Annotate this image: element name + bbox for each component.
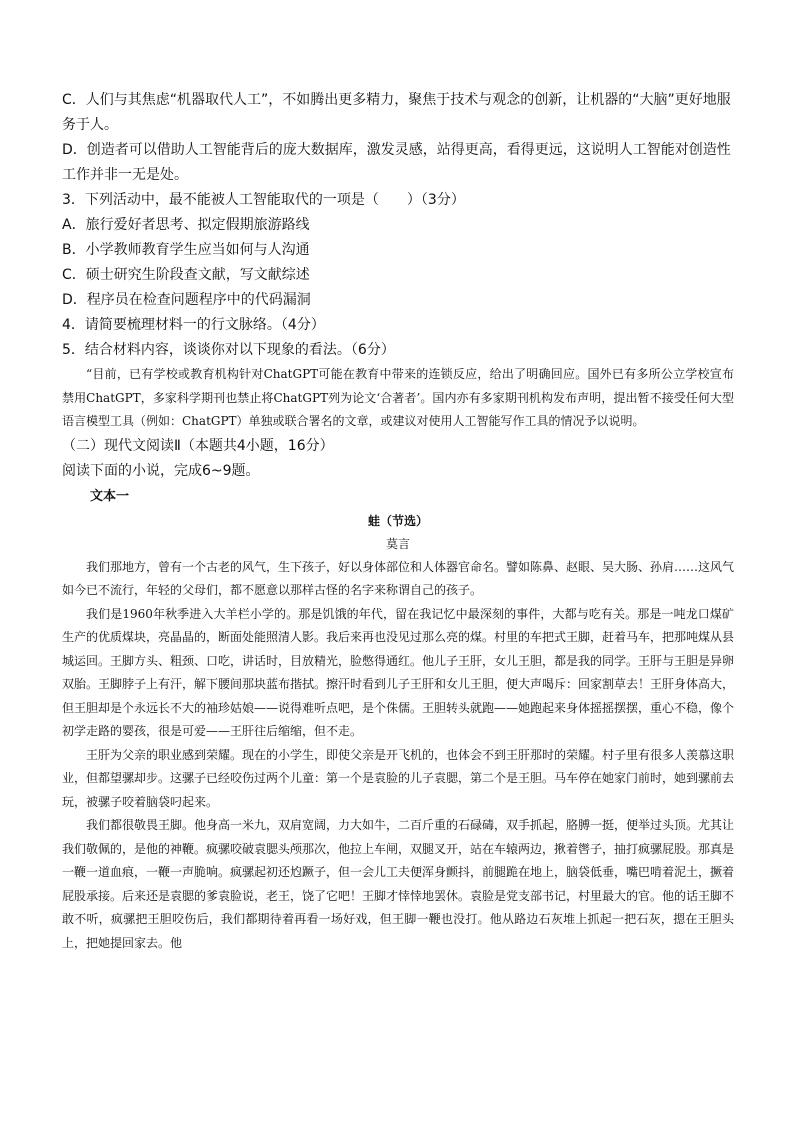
- option-c: C．人们与其焦虑“机器取代人工”，不如腾出更多精力，聚焦于技术与观念的创新，让机器的“大脑”更好地服务于人。: [62, 92, 731, 133]
- question-5: 5．结合材料内容，谈谈你对以下现象的看法。（6分）: [62, 342, 395, 358]
- story-paragraph-1: 我们那地方，曾有一个古老的风气，生下孩子，好以身体部位和人体器官命名。譬如陈鼻、赵眼、吴大肠、孙肩……这风气如今已不流行，年轻的父母们，都不愿意以那样古怪的名字来称谓自己的孩子。: [62, 559, 735, 597]
- question-4: 4．请简要梳理材料一的行文脉络。（4分）: [62, 317, 325, 333]
- section-instruction: 阅读下面的小说，完成6~9题。: [62, 462, 260, 479]
- document-page: [62, 88, 734, 955]
- option-d: D．创造者可以借助人工智能背后的庞大数据库，激发灵感，站得更高，看得更远，这说明人工智能对创造性工作并非一无是处。: [62, 142, 731, 183]
- story-author: 莫言: [385, 536, 410, 551]
- question-3-option-b: B．小学教师教育学生应当如何与人沟通: [62, 242, 310, 258]
- story-paragraph-4: 我们都很敬畏王脚。他身高一米九，双肩宽阔，力大如牛，二百斤重的石碌碡，双手抓起，胳膊一挺，便举过头顶。尤其让我们敬佩的，是他的神鞭。疯骡咬破袁腮头颅那次，他拉上车闸，双腿叉开，站在车辕两边，揪着辔子，抽打疯骡屁股。那真是一鞭一道血痕，一鞭一声脆响。疯骡起初还尥蹶子，但一会儿工夫便浑身颤抖，前腿跪在地上，脑袋低垂，嘴巴啃着泥土，撅着屁股承接。后来还是袁腮的爹袁脸说，老王，饶了它吧！王脚才悻悻地罢休。袁脸是党支部书记，村里最大的官。他的话王脚不敢不听，疯骡把王胆咬伤后，我们都期待着再看一场好戏，但王脚一鞭也没打。他从路边石灰堆上抓起一把石灰，摁在王胆头上，把她提回家去。他: [62, 818, 735, 950]
- section-heading: （二）现代文阅读Ⅱ（本题共4小题，16分）: [62, 437, 334, 454]
- story-paragraph-3: 王肝为父亲的职业感到荣耀。现在的小学生，即使父亲是开飞机的，也体会不到王肝那时的荣耀。村子里有很多人羡慕这职业，但都望骡却步。这骡子已经咬伤过两个儿童：第一个是袁脸的儿子袁腮，第二个是王胆。马车停在她家门前时，她到骡前去玩，被骡子咬着脑袋叼起来。: [62, 747, 735, 809]
- story-paragraph-2: 我们是1960年秋季进入大羊栏小学的。那是饥饿的年代，留在我记忆中最深刻的事件，大都与吃有关。那是一吨龙口煤矿生产的优质煤块，亮晶晶的，断面处能照清人影。我后来再也没见过那么亮的煤。村里的车把式王脚，赶着马车，把那吨煤从县城运回。王脚方头、粗颈、口吃，讲话时，目放精光，脸憋得通红。他儿子王肝，女儿王胆，都是我的同学。王肝与王胆是异卵双胎。王脚脖子上有汗，解下腰间那块蓝布揩拭。擦汗时看到儿子王肝和女儿王胆，便大声喝斥：回家割草去！王肝身体高大，但王胆却是个永远长不大的袖珍姑娘——说得难听点吧，是个侏儒。王胆转头就跑——她跑起来身体摇摇摆摆，重心不稳，像个初学走路的婴孩，很是可爱——王肝往后缩缩，但不走。: [62, 606, 735, 738]
- question-3: 3．下列活动中，最不能被人工智能取代的一项是（ ）（3分）: [62, 192, 465, 208]
- text-label: 文本一: [90, 488, 130, 504]
- question-5-quote: “目前，已有学校或教育机构针对ChatGPT可能在教育中带来的连锁反应，给出了明确回应。国外已有多所公立学校宣布禁用ChatGPT，多家科学期刊也禁止将ChatGPT列为论文‘合著者’。国内亦有多家期刊机构发布声明，提出暂不接受任何大型语言模型工具（例如：ChatGPT）单独或联合署名的文章，或建议对使用人工智能写作工具的情况予以说明。: [62, 367, 734, 428]
- question-3-option-d: D．程序员在检查问题程序中的代码漏洞: [62, 292, 311, 308]
- question-3-option-c: C．硕士研究生阶段查文献，写文献综述: [62, 267, 310, 283]
- question-3-option-a: A．旅行爱好者思考、拟定假期旅游路线: [62, 217, 310, 233]
- story-title: 蛙（节选）: [367, 513, 428, 528]
